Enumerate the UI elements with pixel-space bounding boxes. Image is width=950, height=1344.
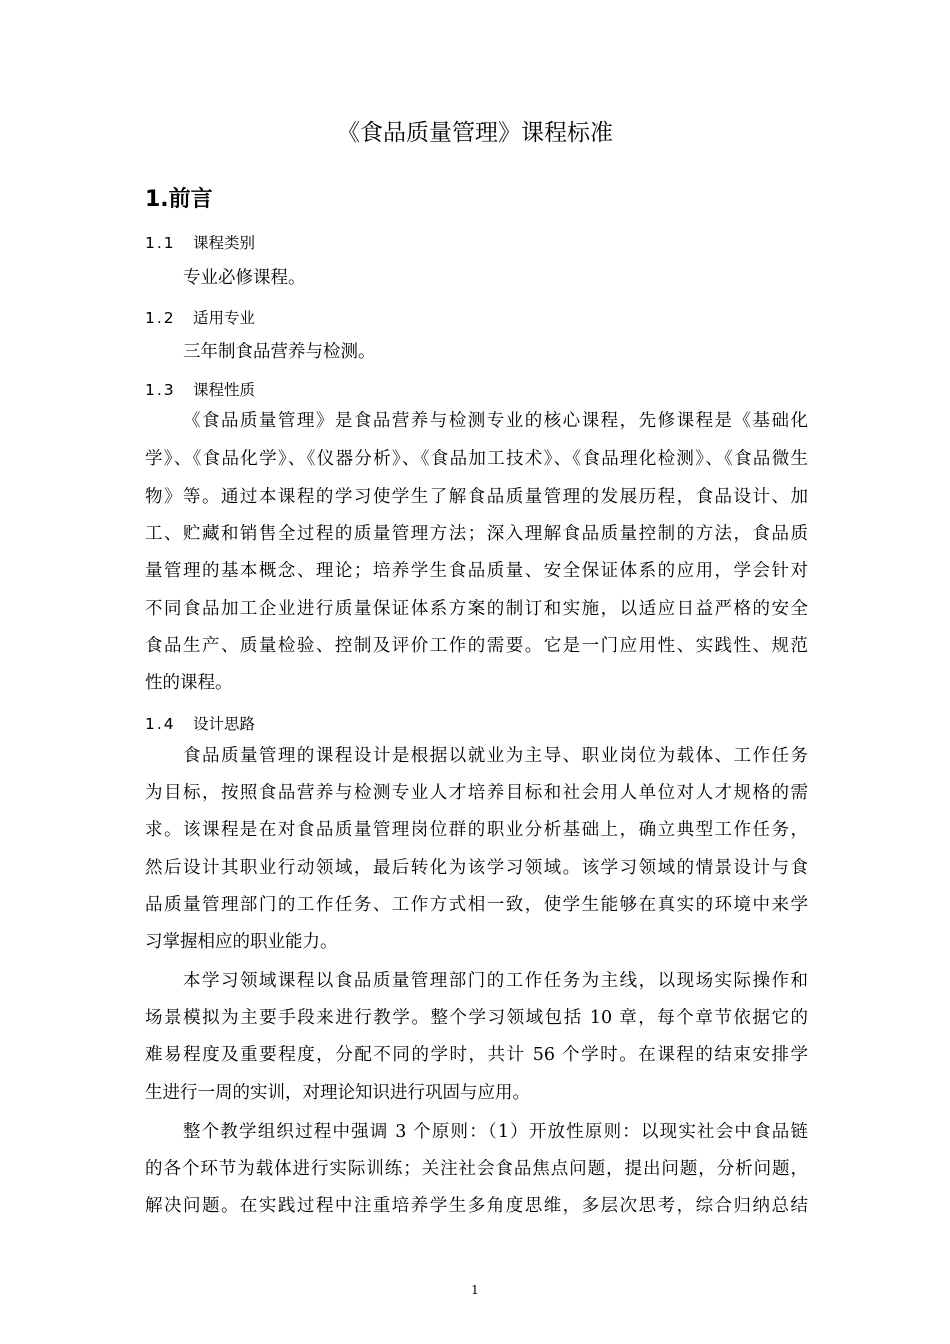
subsection-title: 适用专业 xyxy=(193,309,256,327)
paragraph-line: 生进行一周的实训，对理论知识进行巩固与应用。 xyxy=(145,1083,530,1103)
paragraph-line: 食品质量管理的课程设计是根据以就业为主导、职业岗位为载体、工作任务 xyxy=(183,746,808,766)
subsection-number: 1.2 xyxy=(145,309,176,327)
paragraph-line: 求。该课程是在对食品质量管理岗位群的职业分析基础上，确立典型工作任务， xyxy=(145,820,808,840)
subsection-title: 课程类别 xyxy=(193,234,256,252)
paragraph-line: 的各个环节为载体进行实际训练；关注社会食品焦点问题，提出问题，分析问题， xyxy=(145,1159,808,1179)
section-heading-preface: 1.前言 xyxy=(145,187,213,212)
subsection-title: 课程性质 xyxy=(193,381,256,399)
subsection-number: 1.4 xyxy=(145,715,176,733)
paragraph-line: 物》等。通过本课程的学习使学生了解食品质量管理的发展历程，食品设计、加 xyxy=(145,487,808,507)
paragraph-line: 不同食品加工企业进行质量保证体系方案的制订和实施，以适应日益严格的安全 xyxy=(145,599,808,619)
paragraph-line: 品质量管理部门的工作任务、工作方式相一致，使学生能够在真实的环境中来学 xyxy=(145,895,808,915)
paragraph-line: 然后设计其职业行动领域，最后转化为该学习领域。该学习领域的情景设计与食 xyxy=(145,858,808,878)
paragraph-line: 专业必修课程。 xyxy=(183,268,306,288)
paragraph-line: 本学习领域课程以食品质量管理部门的工作任务为主线，以现场实际操作和 xyxy=(183,971,808,991)
subsection-number: 1.3 xyxy=(145,381,176,399)
subsection-number: 1.1 xyxy=(145,234,176,252)
paragraph-line: 学》、《食品化学》、《仪器分析》、《食品加工技术》、《食品理化检测》、《食品微生 xyxy=(145,449,808,469)
page-number: 1 xyxy=(471,1283,479,1297)
paragraph-line: 习掌握相应的职业能力。 xyxy=(145,932,338,952)
paragraph-line: 解决问题。在实践过程中注重培养学生多角度思维，多层次思考，综合归纳总结 xyxy=(145,1196,808,1216)
paragraph-line: 《食品质量管理》是食品营养与检测专业的核心课程，先修课程是《基础化 xyxy=(183,411,808,431)
paragraph-line: 场景模拟为主要手段来进行教学。整个学习领域包括 10 章，每个章节依据它的 xyxy=(145,1008,808,1028)
subsection-heading-applicable-major xyxy=(145,306,255,330)
paragraph-line: 整个教学组织过程中强调 3 个原则：（1）开放性原则：以现实社会中食品链 xyxy=(183,1122,808,1142)
paragraph-line: 难易程度及重要程度，分配不同的学时，共计 56 个学时。在课程的结束安排学 xyxy=(145,1045,808,1065)
paragraph-line: 为目标，按照食品营养与检测专业人才培养目标和社会用人单位对人才规格的需 xyxy=(145,783,808,803)
subsection-heading-course-nature xyxy=(145,378,255,402)
paragraph-line: 食品生产、质量检验、控制及评价工作的需要。它是一门应用性、实践性、规范 xyxy=(145,636,808,656)
document-title: 《食品质量管理》课程标准 xyxy=(337,120,613,146)
subsection-title: 设计思路 xyxy=(193,715,256,733)
subsection-heading-design-idea xyxy=(145,712,255,736)
subsection-heading-course-category xyxy=(145,231,255,255)
paragraph-line: 性的课程。 xyxy=(145,673,233,693)
paragraph-line: 工、贮藏和销售全过程的质量管理方法；深入理解食品质量控制的方法，食品质 xyxy=(145,524,808,544)
paragraph-line: 三年制食品营养与检测。 xyxy=(183,342,376,362)
paragraph-line: 量管理的基本概念、理论；培养学生食品质量、安全保证体系的应用，学会针对 xyxy=(145,561,808,581)
